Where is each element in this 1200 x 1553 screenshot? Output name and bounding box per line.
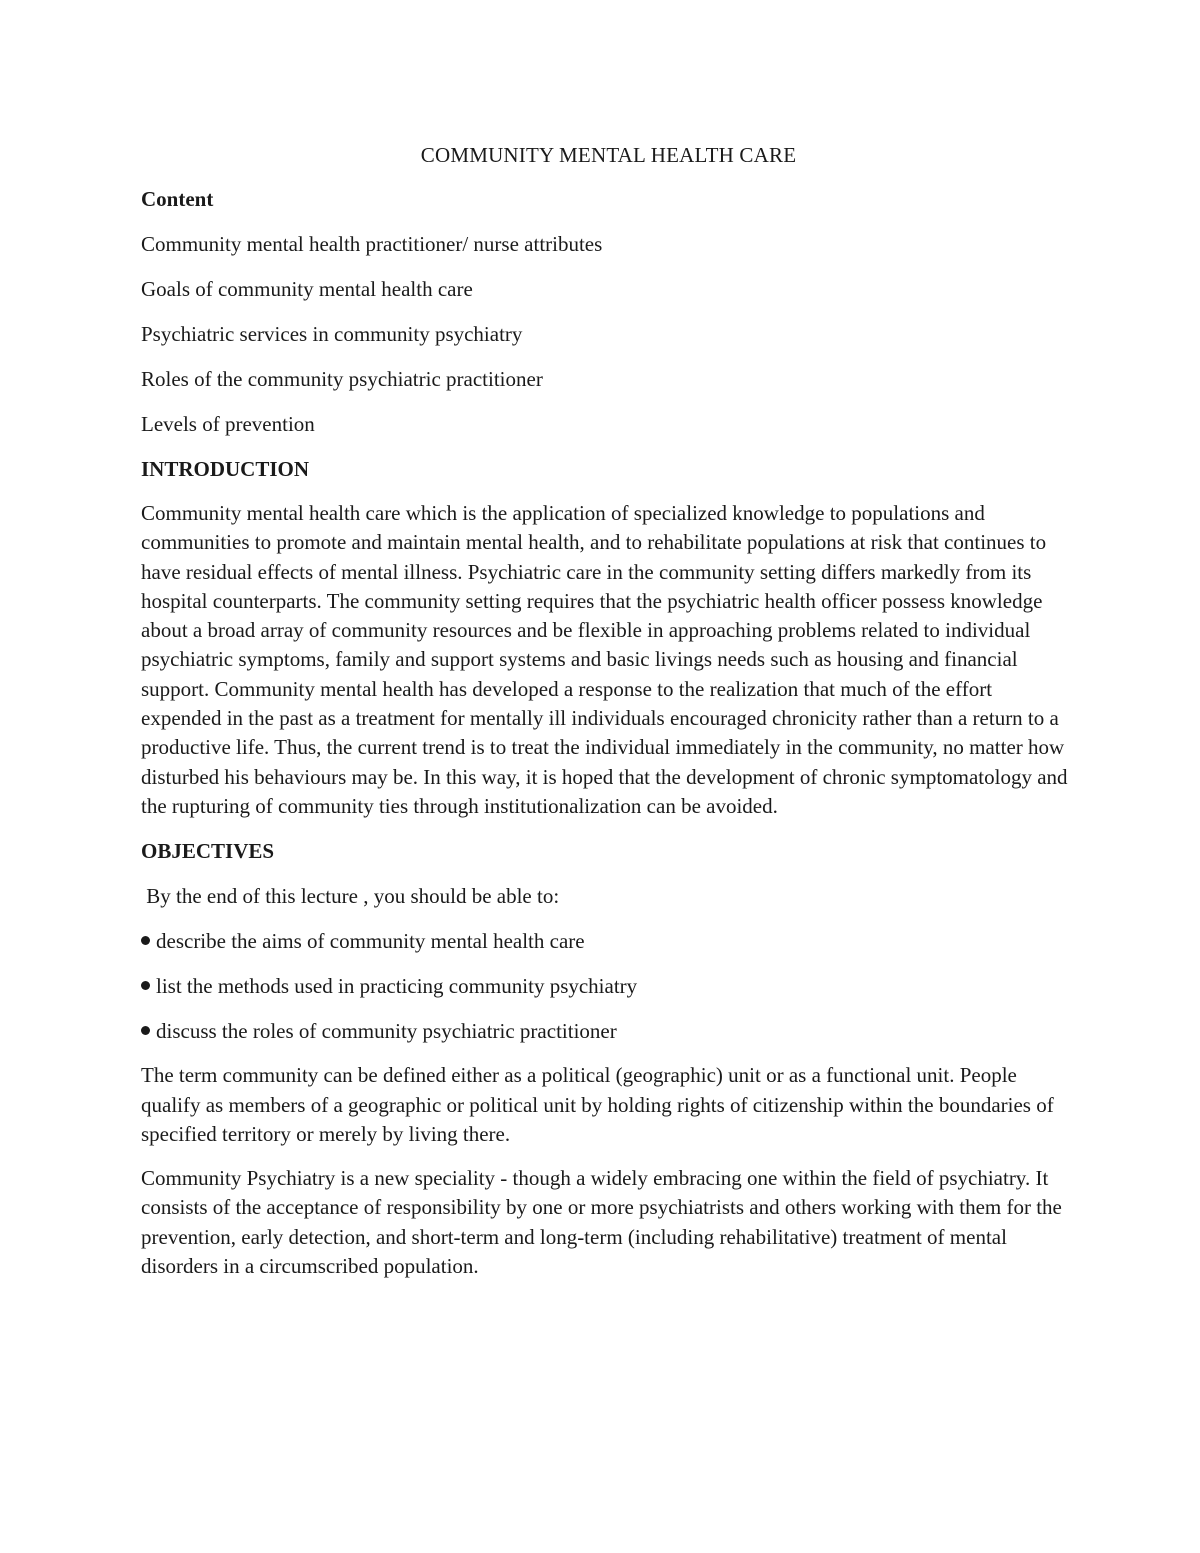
objective-text: discuss the roles of community psychiatric practitioner [156, 1019, 617, 1044]
objective-item [141, 1016, 1076, 1046]
objectives-intro: By the end of this lecture , you should be able to: [141, 884, 560, 909]
bullet-icon [141, 936, 150, 945]
content-item: Psychiatric services in community psychiatry [141, 322, 523, 346]
objective-text: list the methods used in practicing community psychiatry [156, 974, 638, 999]
objective-item [141, 971, 1076, 1001]
objectives-heading: OBJECTIVES [141, 839, 275, 864]
content-item: Goals of community mental health care [141, 277, 473, 301]
content-heading: Content [141, 187, 214, 211]
introduction-paragraph: Community mental health care which is the application of specialized knowledge to populations and communities to promote and maintain mental health, and to rehabilitate populations at risk that continues to have residual effects of mental illness. Psychiatric care in the community setting differs markedly from its hospital counterparts. The community setting requires that the psychiatric health officer possess knowledge about a broad array of community resources and be flexible in approaching problems related to individual psychiatric symptoms, family and support systems and basic livings needs such as housing and financial support. Community mental health has developed a response to the realization that much of the effort expended in the past as a treatment for mentally ill individuals encouraged chronicity rather than a return to a productive life. Thus, the current trend is to treat the individual immediately in the community, no matter how disturbed his behaviours may be. In this way, it is hoped that the development of chronic symptomatology and the rupturing of community ties through institutionalization can be avoided. [141, 501, 1068, 818]
content-item: Roles of the community psychiatric practitioner [141, 367, 543, 391]
introduction-heading: INTRODUCTION [141, 457, 310, 481]
content-item: Community mental health practitioner/ nurse attributes [141, 232, 603, 256]
document-title: COMMUNITY MENTAL HEALTH CARE [420, 143, 797, 167]
document-page [141, 140, 1076, 1296]
content-item: Levels of prevention [141, 412, 315, 436]
community-definition-paragraph: The term community can be defined either as a political (geographic) unit or as a functional unit. People qualify as members of a geographic or political unit by holding rights of citizenship within the boundaries of specified territory or merely by living there. [141, 1063, 1054, 1146]
bullet-icon [141, 1026, 150, 1035]
objective-item [141, 926, 1076, 956]
bullet-icon [141, 981, 150, 990]
objective-text: describe the aims of community mental health care [156, 929, 585, 954]
community-psychiatry-paragraph: Community Psychiatry is a new speciality - though a widely embracing one within the field of psychiatry. It consists of the acceptance of responsibility by one or more psychiatrists and others working with them for the prevention, early detection, and short-term and long-term (including rehabilitative) treatment of mental disorders in a circumscribed population. [141, 1166, 1062, 1279]
